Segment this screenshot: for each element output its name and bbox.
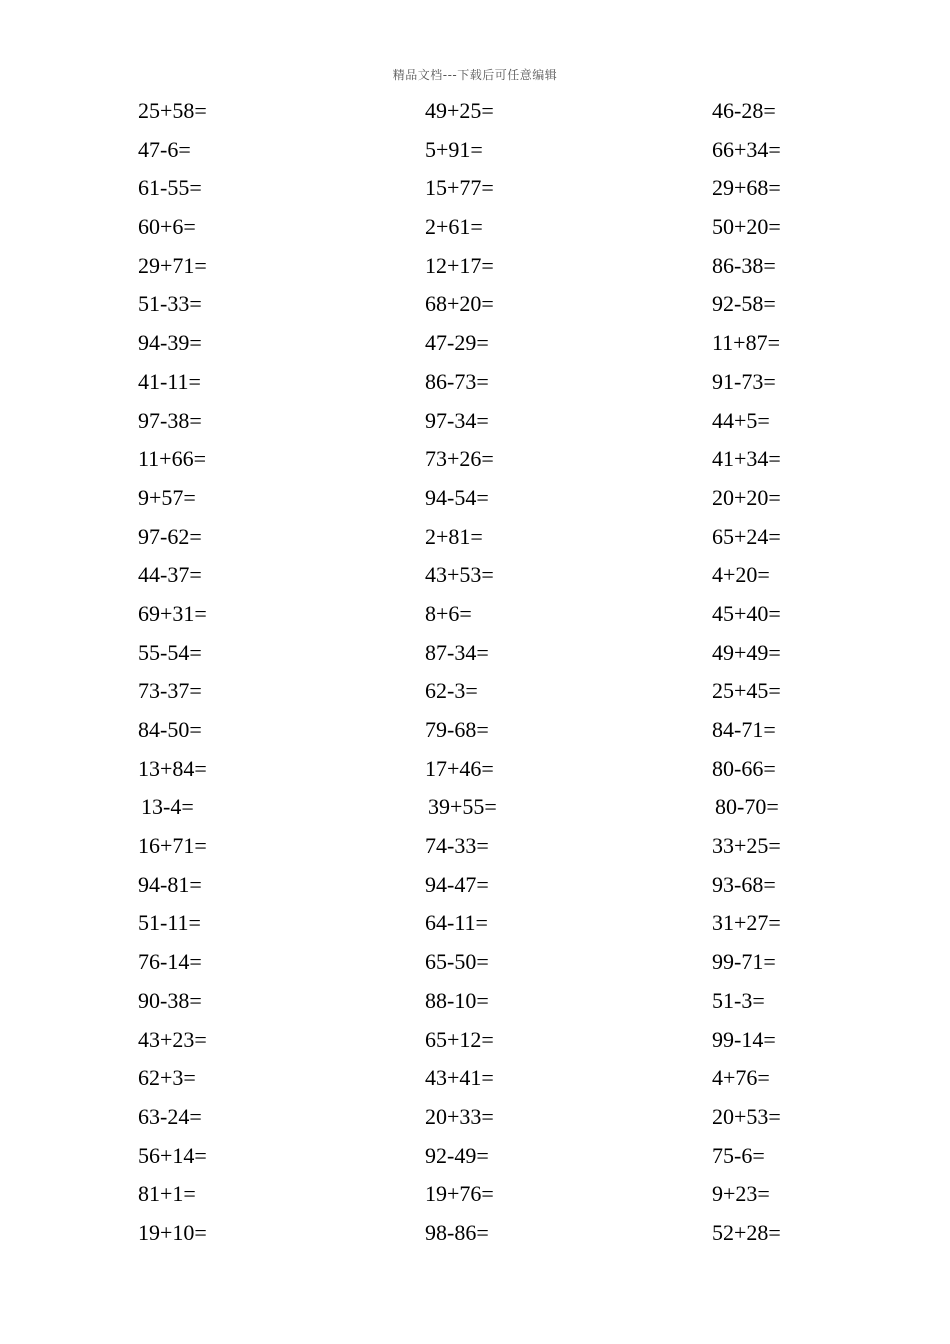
math-problem: 17+46= <box>425 755 494 781</box>
math-problem: 56+14= <box>138 1142 207 1168</box>
math-problem: 51-3= <box>712 987 765 1013</box>
problem-row <box>0 711 950 750</box>
math-problem: 11+66= <box>138 446 206 472</box>
math-problem: 63-24= <box>138 1103 202 1129</box>
problem-row <box>0 904 950 943</box>
math-problem: 19+10= <box>138 1219 207 1245</box>
math-problem: 12+17= <box>425 252 494 278</box>
math-problem: 44-37= <box>138 562 202 588</box>
problem-row <box>0 1059 950 1098</box>
math-problem: 80-66= <box>712 755 776 781</box>
math-problem: 20+20= <box>712 484 781 510</box>
math-problem: 86-73= <box>425 368 489 394</box>
math-problem: 97-34= <box>425 407 489 433</box>
math-problem: 73-37= <box>138 678 202 704</box>
problem-row <box>0 169 950 208</box>
problem-row <box>0 788 950 827</box>
math-problem: 29+68= <box>712 175 781 201</box>
math-problem: 99-71= <box>712 949 776 975</box>
math-problem: 61-55= <box>138 175 202 201</box>
math-problem: 41+34= <box>712 446 781 472</box>
math-problem: 20+33= <box>425 1103 494 1129</box>
math-problem: 65-50= <box>425 949 489 975</box>
math-problem: 80-70= <box>715 794 779 820</box>
problem-row <box>0 595 950 634</box>
math-problem: 11+87= <box>712 330 780 356</box>
problem-row <box>0 131 950 170</box>
math-problem: 43+23= <box>138 1026 207 1052</box>
math-problem: 50+20= <box>712 214 781 240</box>
math-problem: 94-54= <box>425 484 489 510</box>
problem-row <box>0 556 950 595</box>
problem-row <box>0 518 950 557</box>
math-problem: 51-11= <box>138 910 201 936</box>
math-problem: 9+23= <box>712 1181 770 1207</box>
math-problem: 43+41= <box>425 1065 494 1091</box>
math-problem: 51-33= <box>138 291 202 317</box>
math-problem: 64-11= <box>425 910 488 936</box>
math-problem: 97-38= <box>138 407 202 433</box>
math-problem: 4+20= <box>712 562 770 588</box>
math-problem: 94-47= <box>425 871 489 897</box>
problem-row <box>0 750 950 789</box>
math-problem: 47-29= <box>425 330 489 356</box>
math-problem: 62-3= <box>425 678 478 704</box>
math-problem: 73+26= <box>425 446 494 472</box>
math-problem: 2+81= <box>425 523 483 549</box>
math-problem: 99-14= <box>712 1026 776 1052</box>
math-problem: 15+77= <box>425 175 494 201</box>
math-problem: 49+25= <box>425 98 494 123</box>
math-problem: 16+71= <box>138 833 207 859</box>
math-problem: 43+53= <box>425 562 494 588</box>
problem-row <box>0 866 950 905</box>
problem-row <box>0 363 950 402</box>
math-problem: 39+55= <box>428 794 497 820</box>
problem-row <box>0 1175 950 1214</box>
math-problem: 60+6= <box>138 214 196 240</box>
problem-row <box>0 1021 950 1060</box>
math-problem: 20+53= <box>712 1103 781 1129</box>
math-problem: 41-11= <box>138 368 201 394</box>
math-problem: 87-34= <box>425 639 489 665</box>
math-problem: 86-38= <box>712 252 776 278</box>
problem-row <box>0 402 950 441</box>
math-problem: 46-28= <box>712 98 776 123</box>
math-problem: 5+91= <box>425 136 483 162</box>
problem-row <box>0 247 950 286</box>
problem-row <box>0 943 950 982</box>
math-problem: 29+71= <box>138 252 207 278</box>
problem-row <box>0 440 950 479</box>
math-problem: 8+6= <box>425 600 472 626</box>
problem-row <box>0 208 950 247</box>
math-problem: 66+34= <box>712 136 781 162</box>
math-problem: 74-33= <box>425 833 489 859</box>
math-problem: 81+1= <box>138 1181 196 1207</box>
math-problem: 79-68= <box>425 717 489 742</box>
math-problem: 84-71= <box>712 717 776 742</box>
math-problem: 94-81= <box>138 871 202 897</box>
problem-row <box>0 634 950 673</box>
math-problem: 25+45= <box>712 678 781 704</box>
math-problem: 45+40= <box>712 600 781 626</box>
math-problem: 92-58= <box>712 291 776 317</box>
math-problem: 49+49= <box>712 639 781 665</box>
math-problem: 90-38= <box>138 987 202 1013</box>
problem-grid <box>0 92 950 1253</box>
problem-row <box>0 982 950 1021</box>
math-problem: 68+20= <box>425 291 494 317</box>
math-problem: 93-68= <box>712 871 776 897</box>
math-problem: 97-62= <box>138 523 202 549</box>
math-problem: 44+5= <box>712 407 770 433</box>
math-problem: 94-39= <box>138 330 202 356</box>
math-problem: 88-10= <box>425 987 489 1013</box>
math-problem: 84-50= <box>138 717 202 742</box>
math-problem: 31+27= <box>712 910 781 936</box>
problem-row <box>0 92 950 131</box>
math-problem: 65+12= <box>425 1026 494 1052</box>
math-problem: 69+31= <box>138 600 207 626</box>
problem-row <box>0 1214 950 1253</box>
math-problem: 2+61= <box>425 214 483 240</box>
math-problem: 98-86= <box>425 1219 489 1245</box>
math-problem: 76-14= <box>138 949 202 975</box>
problem-row <box>0 1137 950 1176</box>
math-problem: 92-49= <box>425 1142 489 1168</box>
problem-row <box>0 479 950 518</box>
math-problem: 19+76= <box>425 1181 494 1207</box>
math-problem: 13+84= <box>138 755 207 781</box>
math-problem: 52+28= <box>712 1219 781 1245</box>
math-problem: 13-4= <box>141 794 194 820</box>
problem-row <box>0 1098 950 1137</box>
math-problem: 55-54= <box>138 639 202 665</box>
math-problem: 47-6= <box>138 136 191 162</box>
math-problem: 91-73= <box>712 368 776 394</box>
math-problem: 75-6= <box>712 1142 765 1168</box>
math-problem: 62+3= <box>138 1065 196 1091</box>
math-problem: 9+57= <box>138 484 196 510</box>
math-problem: 25+58= <box>138 98 207 123</box>
problem-row <box>0 285 950 324</box>
problem-row <box>0 324 950 363</box>
math-problem: 65+24= <box>712 523 781 549</box>
math-problem: 33+25= <box>712 833 781 859</box>
page-header: 精品文档---下载后可任意编辑 <box>392 68 558 82</box>
problem-row <box>0 827 950 866</box>
math-problem: 4+76= <box>712 1065 770 1091</box>
problem-row <box>0 672 950 711</box>
